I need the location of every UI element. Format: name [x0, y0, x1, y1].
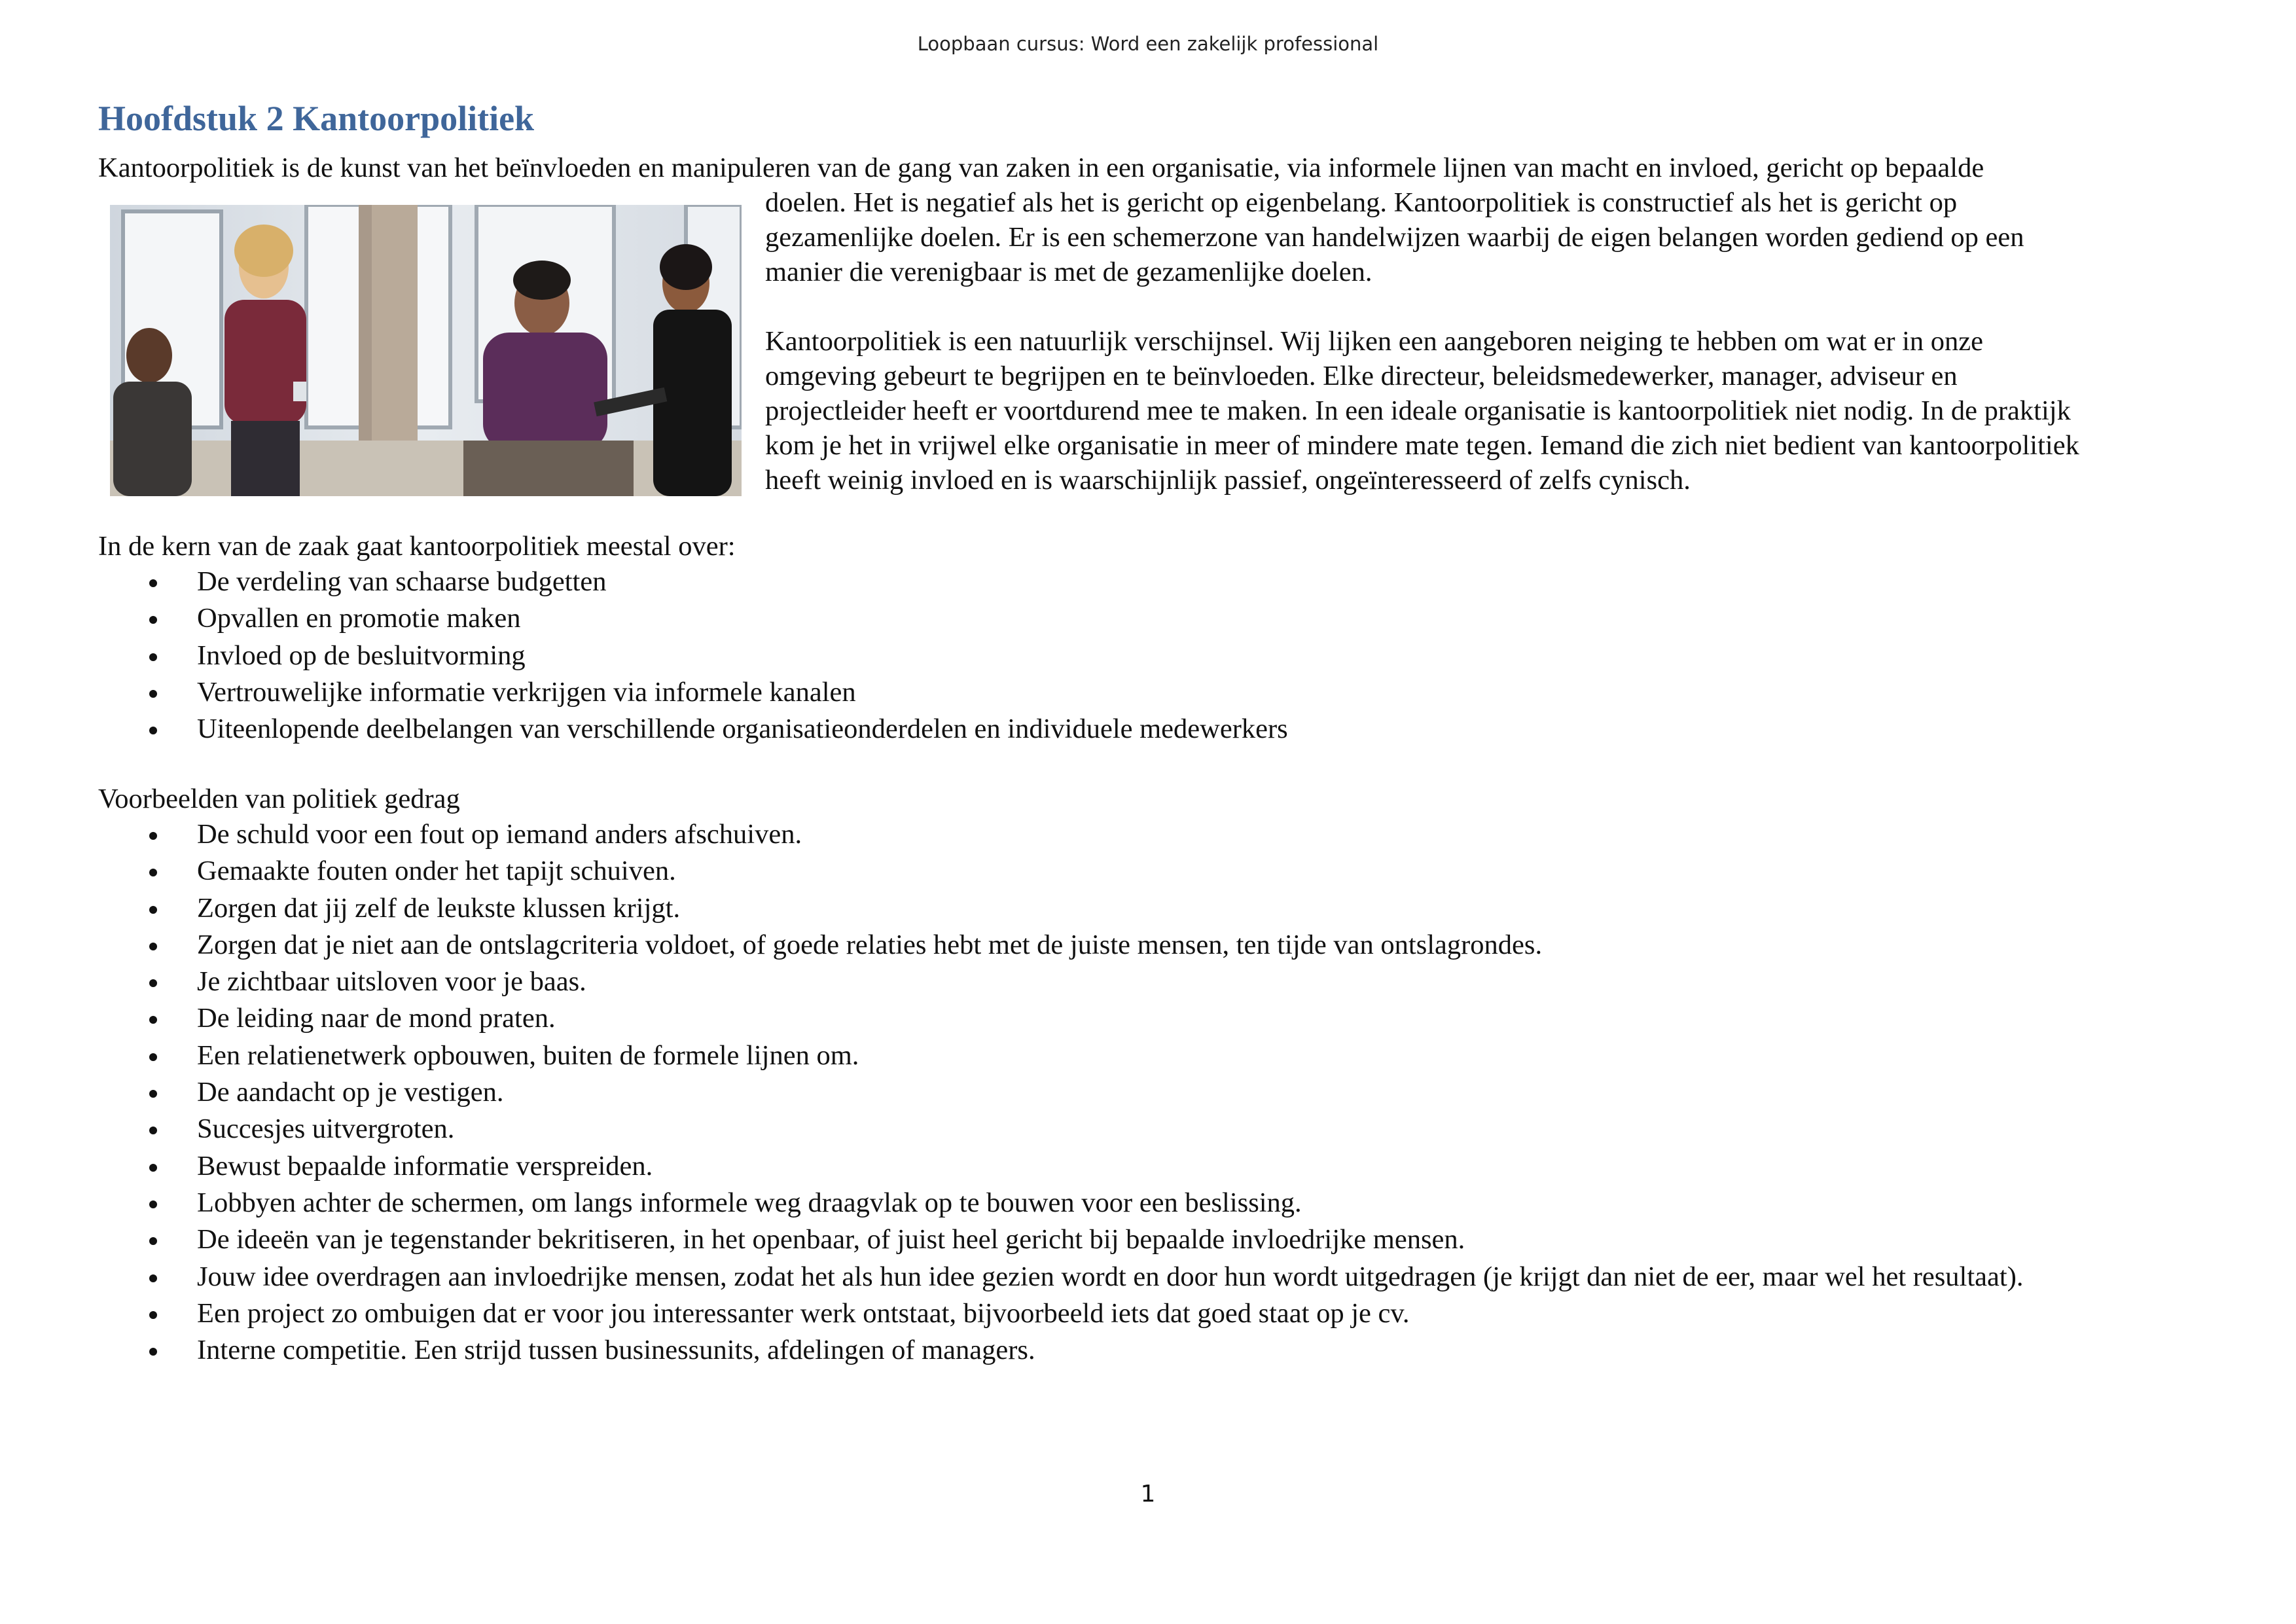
list-item: De verdeling van schaarse budgetten: [98, 564, 2225, 600]
page-header: Loopbaan cursus: Word een zakelijk professional: [917, 33, 1379, 55]
list-item: De ideeën van je tegenstander bekritiseren, in het openbaar, of juist heel gericht bij bepaalde invloedrijke mensen.: [98, 1221, 2225, 1258]
bullet-icon: [149, 1053, 157, 1061]
bullet-icon: [149, 1090, 157, 1098]
bullet-icon: [149, 1348, 157, 1356]
list-item: Gemaakte fouten onder het tapijt schuiven.: [98, 853, 2225, 890]
list-item: Interne competitie. Een strijd tussen businessunits, afdelingen of managers.: [98, 1332, 2225, 1369]
list-item: Een relatienetwerk opbouwen, buiten de formele lijnen om.: [98, 1038, 2225, 1074]
bullet-icon: [149, 653, 157, 661]
bullet-icon: [149, 906, 157, 914]
bullet-icon: [149, 1164, 157, 1172]
list-item: Zorgen dat jij zelf de leukste klussen krijgt.: [98, 890, 2225, 927]
kern-section: [98, 529, 2225, 748]
kern-heading: In de kern van de zaak gaat kantoorpolitiek meestal over:: [98, 531, 736, 562]
bullet-icon: [149, 579, 157, 587]
list-item: Je zichtbaar uitsloven voor je baas.: [98, 964, 2225, 1000]
list-item: De aandacht op je vestigen.: [98, 1074, 2225, 1111]
intro-line: gezamenlijke doelen. Er is een schemerzone van handelwijzen waarbij de eigen belangen worden gediend op een: [765, 222, 2024, 253]
paragraph-line: heeft weinig invloed en is waarschijnlijk passief, ongeïnteresseerd of zelfs cynisch.: [765, 465, 1691, 496]
list-item: Bewust bepaalde informatie verspreiden.: [98, 1148, 2225, 1185]
list-item: Jouw idee overdragen aan invloedrijke mensen, zodat het als hun idee gezien wordt en door hun wordt uitgedragen (je krijgt dan niet de eer, maar wel het resultaat).: [98, 1259, 2225, 1295]
bullet-icon: [149, 1200, 157, 1208]
list-item: Invloed op de besluitvorming: [98, 638, 2225, 674]
paragraph-line: kom je het in vrijwel elke organisatie in meer of mindere mate tegen. Iemand die zich niet bedient van kantoorpolitiek: [765, 430, 2079, 461]
bullet-icon: [149, 943, 157, 950]
chapter-title: Hoofdstuk 2 Kantoorpolitiek: [98, 99, 535, 138]
list-item: Een project zo ombuigen dat er voor jou interessanter werk ontstaat, bijvoorbeeld iets dat goed staat op je cv.: [98, 1295, 2225, 1332]
voorbeelden-heading: Voorbeelden van politiek gedrag: [98, 784, 460, 814]
bullet-icon: [149, 616, 157, 624]
list-item: Succesjes uitvergroten.: [98, 1111, 2225, 1147]
bullet-icon: [149, 979, 157, 987]
page-number: 1: [1140, 1481, 1156, 1507]
intro-text: [98, 151, 2193, 497]
bullet-icon: [149, 832, 157, 840]
list-item: Opvallen en promotie maken: [98, 600, 2225, 637]
bullet-icon: [149, 1311, 157, 1319]
kern-list: [98, 564, 2225, 748]
bullet-icon: [149, 1016, 157, 1024]
bullet-icon: [149, 727, 157, 734]
intro-line: Kantoorpolitiek is de kunst van het beïnvloeden en manipuleren van de gang van zaken in een organisatie, via informele lijnen van macht en invloed, gericht op bepaalde: [98, 153, 1984, 183]
intro-line: doelen. Het is negatief als het is gericht op eigenbelang. Kantoorpolitiek is constructief als het is gericht op: [765, 187, 1958, 218]
intro-line: manier die verenigbaar is met de gezamenlijke doelen.: [765, 257, 1372, 287]
bullet-icon: [149, 1127, 157, 1134]
voorbeelden-section: [98, 782, 2225, 1369]
bullet-icon: [149, 690, 157, 698]
bullet-icon: [149, 869, 157, 876]
list-item: Lobbyen achter de schermen, om langs informele weg draagvlak op te bouwen voor een beslissing.: [98, 1185, 2225, 1221]
paragraph-line: Kantoorpolitiek is een natuurlijk verschijnsel. Wij lijken een aangeboren neiging te hebben om wat er in onze: [765, 326, 1984, 357]
paragraph-line: projectleider heeft er voortdurend mee te maken. In een ideale organisatie is kantoorpolitiek niet nodig. In de praktijk: [765, 395, 2071, 426]
list-item: De schuld voor een fout op iemand anders afschuiven.: [98, 816, 2225, 853]
bullet-icon: [149, 1274, 157, 1282]
paragraph-line: omgeving gebeurt te begrijpen en te beïnvloeden. Elke directeur, beleidsmedewerker, manager, adviseur en: [765, 361, 1958, 391]
list-item: Zorgen dat je niet aan de ontslagcriteria voldoet, of goede relaties hebt met de juiste mensen, ten tijde van ontslagrondes.: [98, 927, 2225, 964]
list-item: De leiding naar de mond praten.: [98, 1000, 2225, 1037]
list-item: Vertrouwelijke informatie verkrijgen via informele kanalen: [98, 674, 2225, 711]
voorbeelden-list: [98, 816, 2225, 1369]
bullet-icon: [149, 1237, 157, 1245]
list-item: Uiteenlopende deelbelangen van verschillende organisatieonderdelen en individuele medewerkers: [98, 711, 2225, 748]
